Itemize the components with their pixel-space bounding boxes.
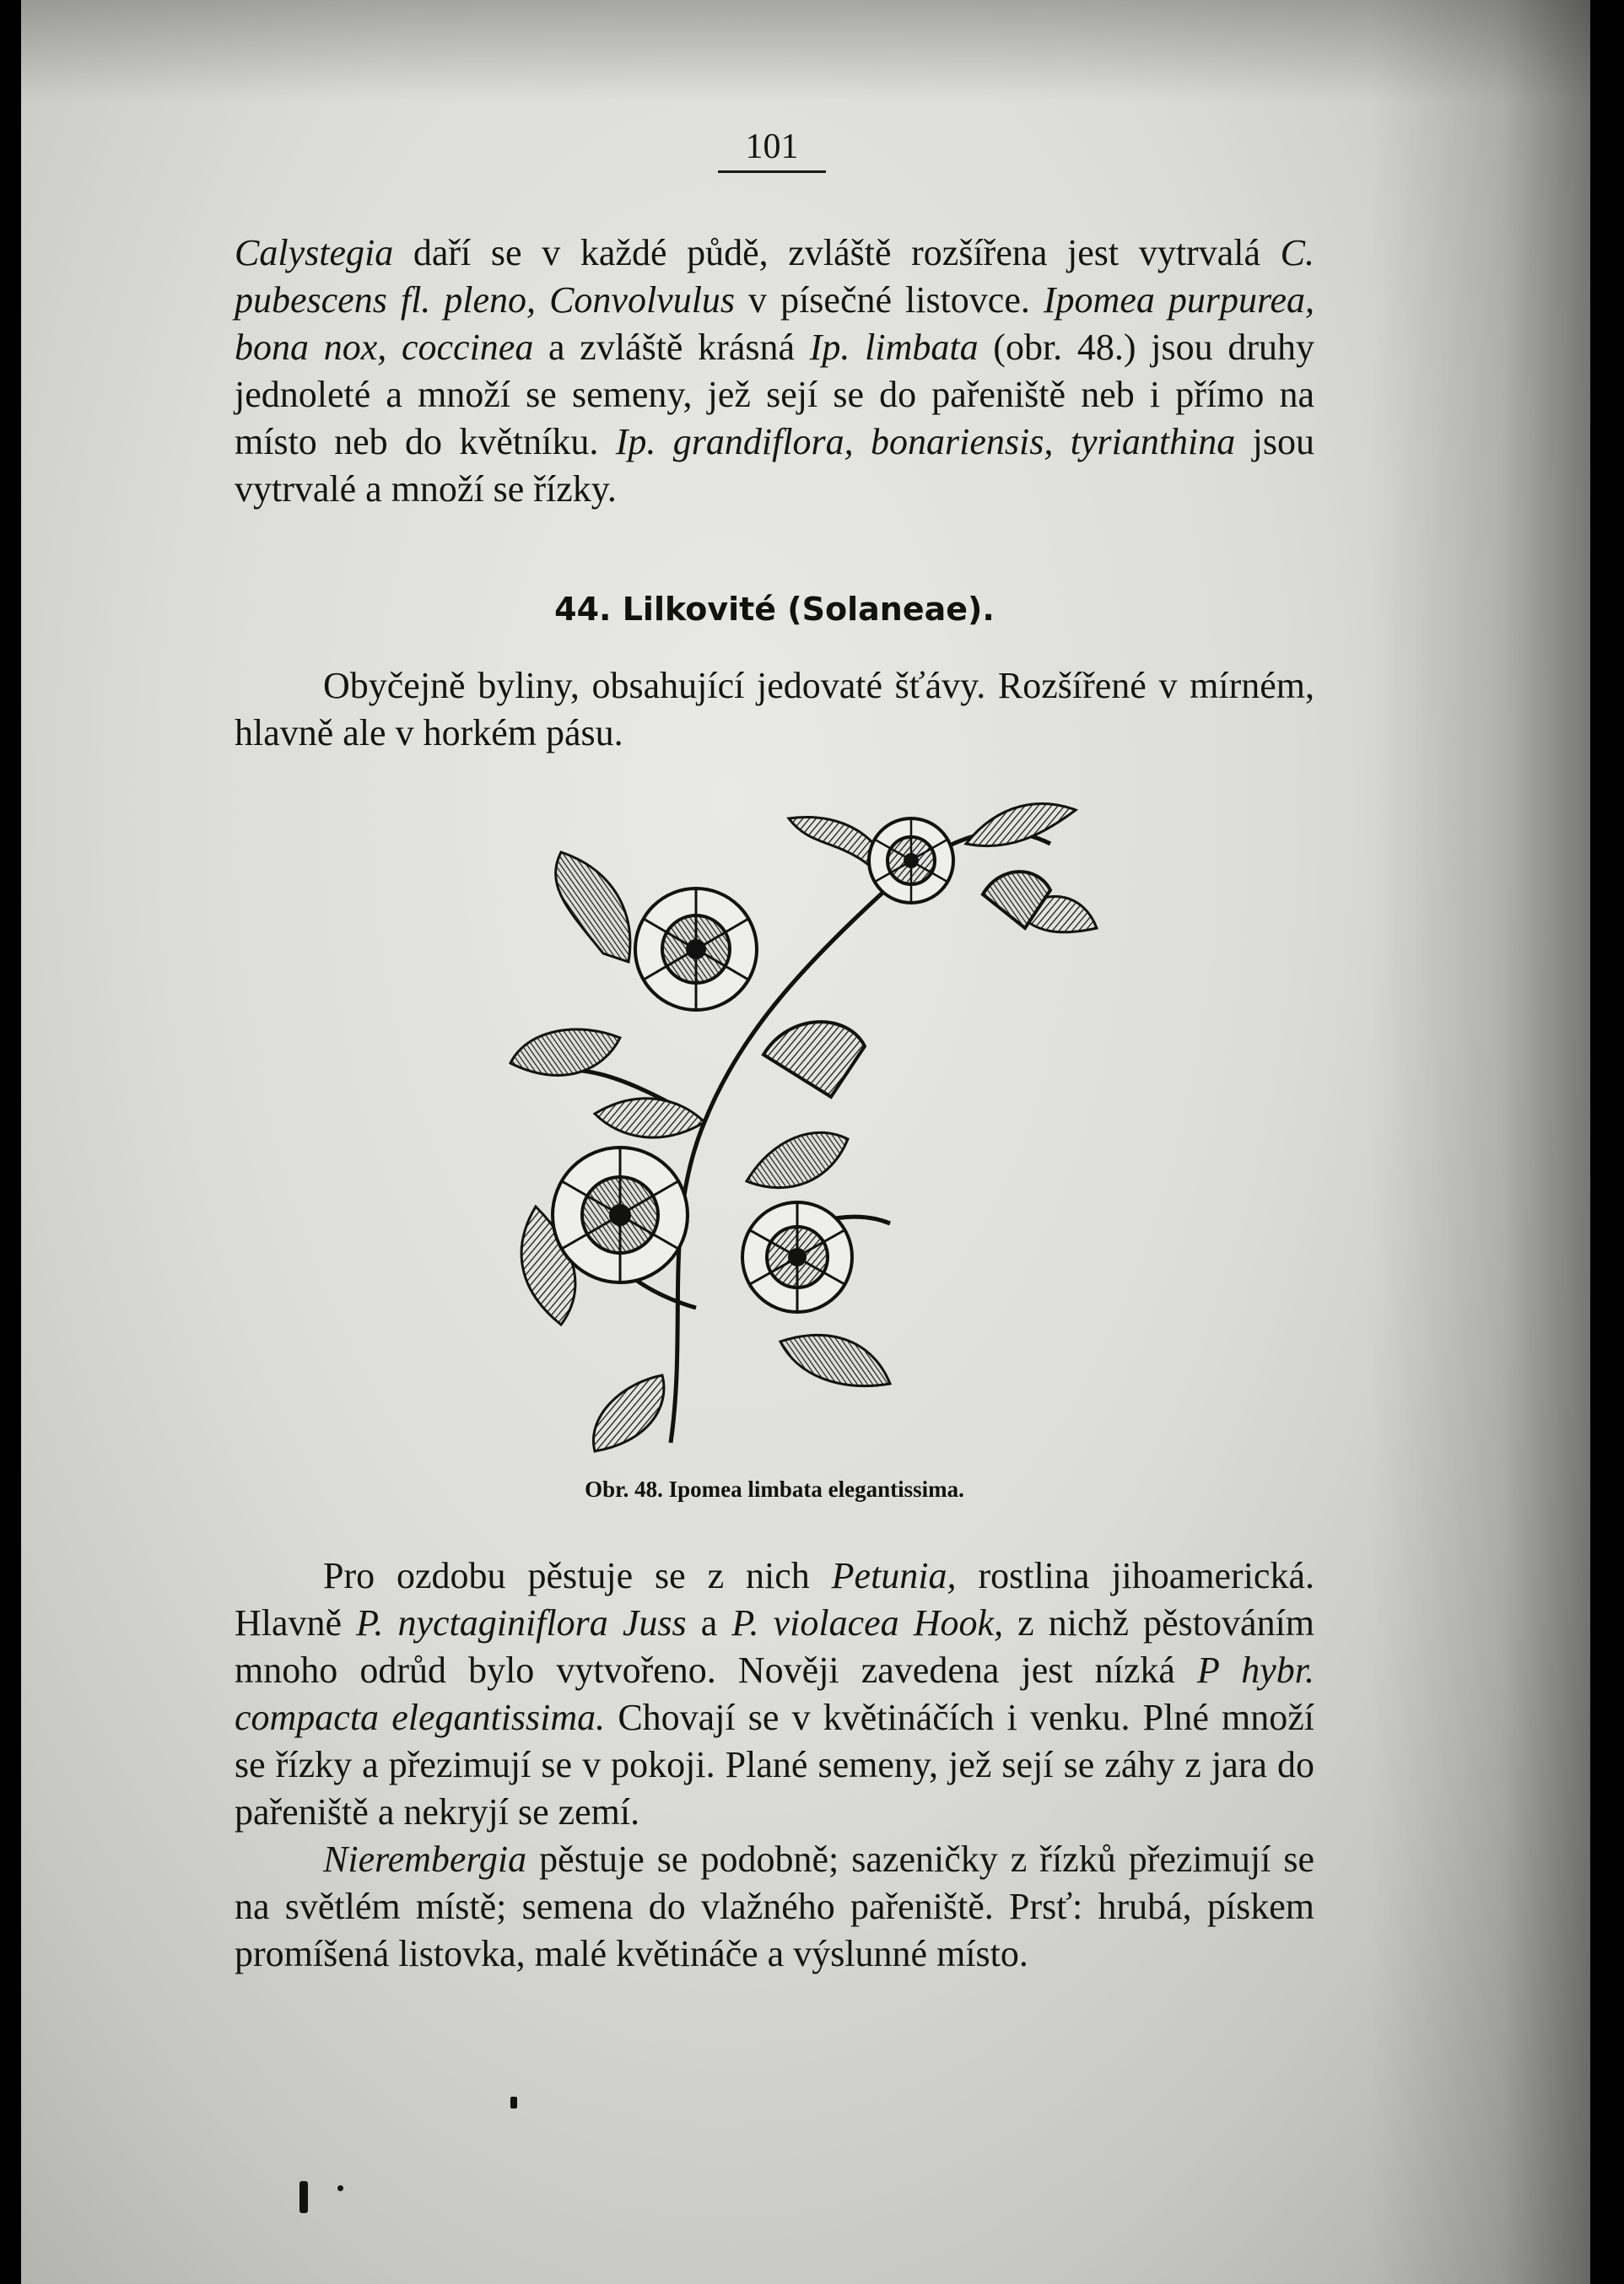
page-number-rule: [718, 170, 826, 173]
para3-segment: P hybr. compacta elegantissima.: [235, 1650, 1314, 1738]
ink-speck: [510, 2097, 517, 2109]
paragraph-solaneae-intro: [235, 662, 1314, 757]
para4-segment: pěstuje se podobně; sazeničky z řízků přezimují se na světlém místě; semena do vlažného pařeniště. Prsť: hrubá, pískem promíšená listovka, malé květináče a výslunné místo.: [235, 1839, 1314, 1974]
paragraph-solaneae-intro-text: Obyčejně byliny, obsahující jedovaté šťávy. Rozšířené v mírném, hlavně ale v horkém pásu.: [235, 665, 1314, 753]
para1-segment: (obr. 48.) jsou druhy jednoleté a množí se semeny, jež sejí se do pařeniště neb i přímo na místo neb do květníku.: [235, 327, 1314, 462]
page-number: 101: [745, 127, 799, 166]
para1-segment: Ip. grandiflora, bonariensis, tyrianthina: [615, 421, 1236, 462]
para1-segment: v písečné listovce.: [735, 279, 1044, 321]
para1-segment: Ip. limbata: [809, 327, 979, 368]
para1-segment: daří se v každé půdě, zvláště rozšířena jest vytrvalá: [393, 232, 1281, 273]
section-heading: 44. Lilkovité (Solaneae).: [554, 591, 995, 628]
paragraph-petunia: [235, 1552, 1314, 1978]
ipomea-illustration: [494, 785, 1101, 1460]
paragraph-calystegia-text: [235, 229, 1314, 513]
para3-segment: Pro ozdobu pěstuje se z nich: [323, 1555, 832, 1596]
para3-segment: a: [686, 1602, 732, 1644]
para3-segment: Chovají se v květináčích i venku. Plné množí se řízky a přezimují se v pokoji. Plané semeny, jež sejí se záhy z jara do pařeniště a nekryjí se zemí.: [235, 1697, 1314, 1833]
flowers: [553, 818, 1050, 1312]
para1-segment: Ipomea purpurea, bona nox, coccinea: [235, 279, 1314, 368]
top-shadow: [21, 0, 1590, 101]
ink-speck: [337, 2185, 343, 2191]
para3-segment: rostlina jihoamerická. Hlavně: [235, 1555, 1314, 1644]
para1-segment: a zvláště krásná: [533, 327, 810, 368]
para3-segment: Petunia,: [831, 1555, 957, 1596]
right-edge-shadow: [1371, 0, 1590, 2284]
para4-segment: Nierembergia: [323, 1839, 527, 1880]
para3-segment: P. nyctaginiflora Juss: [356, 1602, 687, 1644]
book-page: [21, 0, 1590, 2284]
ink-speck: [299, 2181, 308, 2213]
paragraph-nierembergia-text: [235, 1836, 1314, 1978]
para1-segment: Calystegia: [235, 232, 394, 273]
paragraph-calystegia: [235, 229, 1314, 513]
para1-segment: C. pubescens fl. pleno, Convolvulus: [235, 232, 1314, 321]
paragraph-petunia-text: [235, 1552, 1314, 1836]
figure-caption: Obr. 48. Ipomea limbata elegantissima.: [585, 1477, 964, 1502]
para3-segment: P. violacea Hook,: [731, 1602, 1004, 1644]
para3-segment: z nichž pěstováním mnoho odrůd bylo vytvořeno. Nověji zavedena jest nízká: [235, 1602, 1315, 1691]
para1-segment: jsou vytrvalé a množí se řízky.: [235, 421, 1314, 510]
